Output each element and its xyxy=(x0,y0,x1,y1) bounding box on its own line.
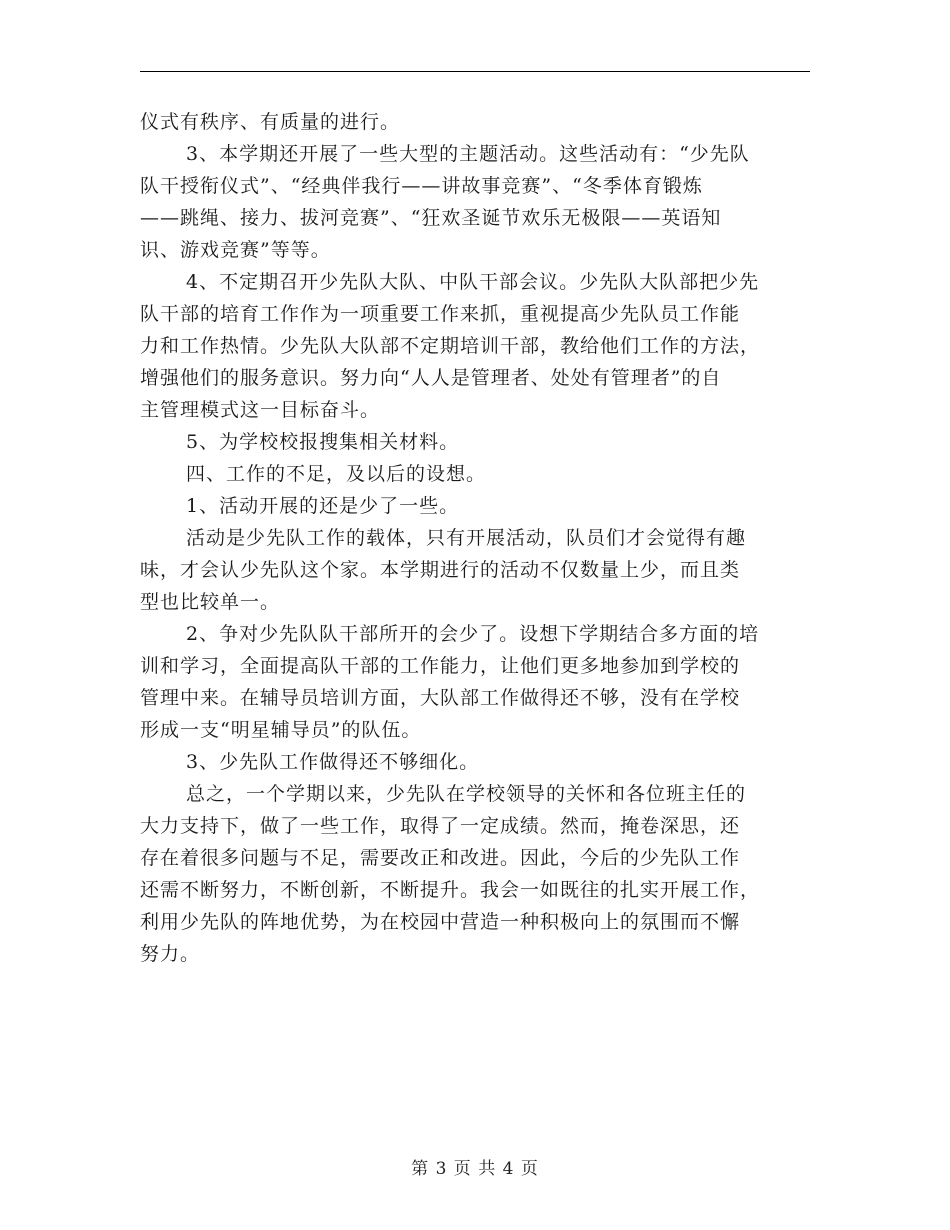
text-line: 活动是少先队工作的载体，只有开展活动，队员们才会觉得有趣 xyxy=(186,527,747,549)
text-line: 存在着很多问题与不足，需要改正和改进。因此，今后的少先队工作 xyxy=(140,847,741,869)
text-line: 队干授衔仪式”、“经典伴我行——讲故事竞赛”、“冬季体育锻炼 xyxy=(140,175,703,197)
text-line: 利用少先队的阵地优势，为在校园中营造一种积极向上的氛围而不懈 xyxy=(140,911,741,933)
text-line: 4、不定期召开少先队大队、中队干部会议。少先队大队部把少先 xyxy=(186,271,760,293)
text-line: 大力支持下，做了一些工作，取得了一定成绩。然而，掩卷深思，还 xyxy=(140,815,741,837)
text-line: 队干部的培育工作作为一项重要工作来抓，重视提高少先队员工作能 xyxy=(140,303,741,325)
section-heading: 四、工作的不足，及以后的设想。 xyxy=(186,463,487,485)
text-line: 3、少先队工作做得还不够细化。 xyxy=(186,751,480,773)
text-line: 仪式有秩序、有质量的进行。 xyxy=(140,111,401,133)
text-line: 形成一支“明星辅导员”的队伍。 xyxy=(140,719,422,741)
text-line: 努力。 xyxy=(140,943,201,965)
document-body xyxy=(140,106,812,970)
text-line: 2、争对少先队队干部所开的会少了。设想下学期结合多方面的培 xyxy=(186,623,760,645)
text-line: 味，才会认少先队这个家。本学期进行的活动不仅数量上少，而且类 xyxy=(140,559,741,581)
text-line: 5、为学校校报搜集相关材料。 xyxy=(186,431,460,453)
text-line: 主管理模式这一目标奋斗。 xyxy=(140,399,381,421)
page-footer: 第 3 页 共 4 页 xyxy=(411,1159,539,1179)
text-line: 识、游戏竞赛”等等。 xyxy=(140,239,331,261)
text-line: 管理中来。在辅导员培训方面，大队部工作做得还不够，没有在学校 xyxy=(140,687,741,709)
text-line: 总之，一个学期以来，少先队在学校领导的关怀和各位班主任的 xyxy=(186,783,747,805)
text-line: 力和工作热情。少先队大队部不定期培训干部，教给他们工作的方法， xyxy=(140,335,761,357)
header-rule xyxy=(140,71,810,72)
text-line: 还需不断努力，不断创新，不断提升。我会一如既往的扎实开展工作， xyxy=(140,879,761,901)
text-line: 3、本学期还开展了一些大型的主题活动。这些活动有：“少先队 xyxy=(186,143,750,165)
text-line: ——跳绳、接力、拔河竞赛”、“狂欢圣诞节欢乐无极限——英语知 xyxy=(140,207,722,229)
text-line: 型也比较单一。 xyxy=(140,591,281,613)
text-line: 1、活动开展的还是少了一些。 xyxy=(186,495,460,517)
text-line: 增强他们的服务意识。努力向“人人是管理者、处处有管理者”的自 xyxy=(140,367,722,389)
text-line: 训和学习，全面提高队干部的工作能力，让他们更多地参加到学校的 xyxy=(140,655,741,677)
